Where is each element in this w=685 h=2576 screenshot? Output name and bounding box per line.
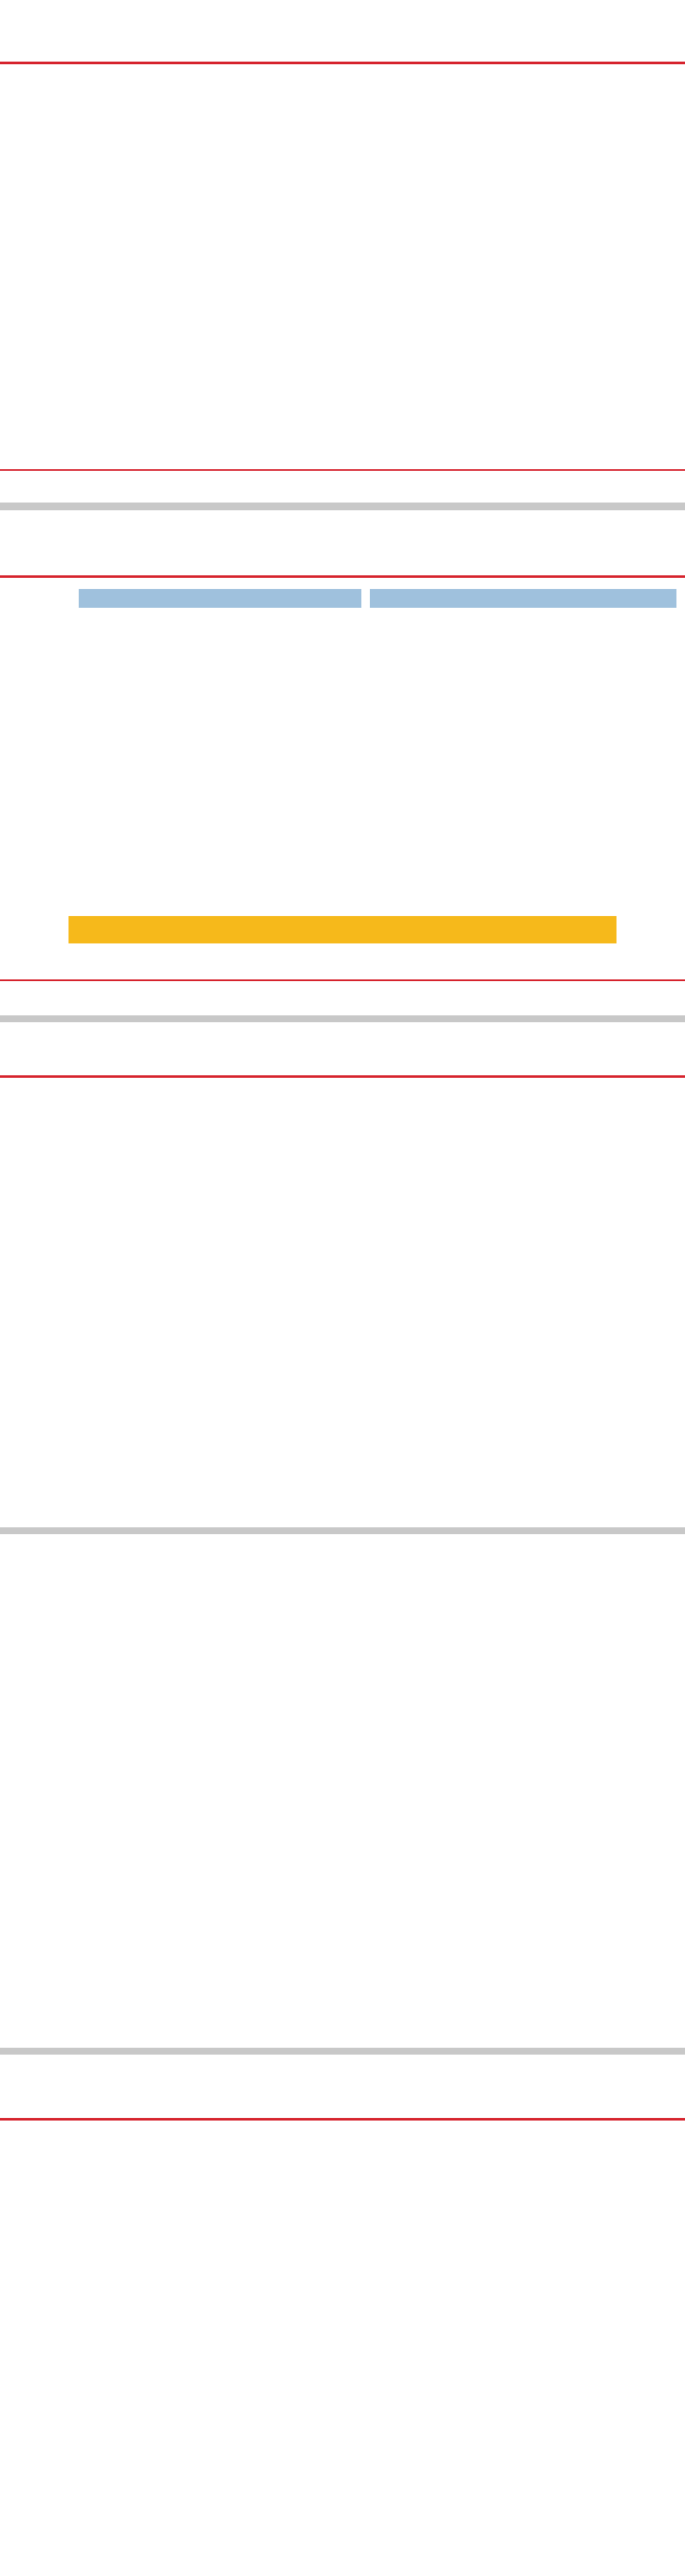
slide-2	[0, 510, 685, 1015]
footer-line	[0, 979, 685, 981]
mixed-header	[79, 589, 361, 608]
title-underline	[0, 2118, 685, 2121]
slide-4	[0, 1534, 685, 2048]
slide-1	[0, 0, 685, 503]
title-underline	[0, 575, 685, 578]
slide-3	[0, 1022, 685, 1527]
conclusion-banner	[68, 916, 616, 943]
central-header	[370, 589, 676, 608]
title-underline	[0, 62, 685, 64]
title-underline	[0, 1075, 685, 1078]
footer-line	[0, 469, 685, 471]
slide-5	[0, 2055, 685, 2576]
